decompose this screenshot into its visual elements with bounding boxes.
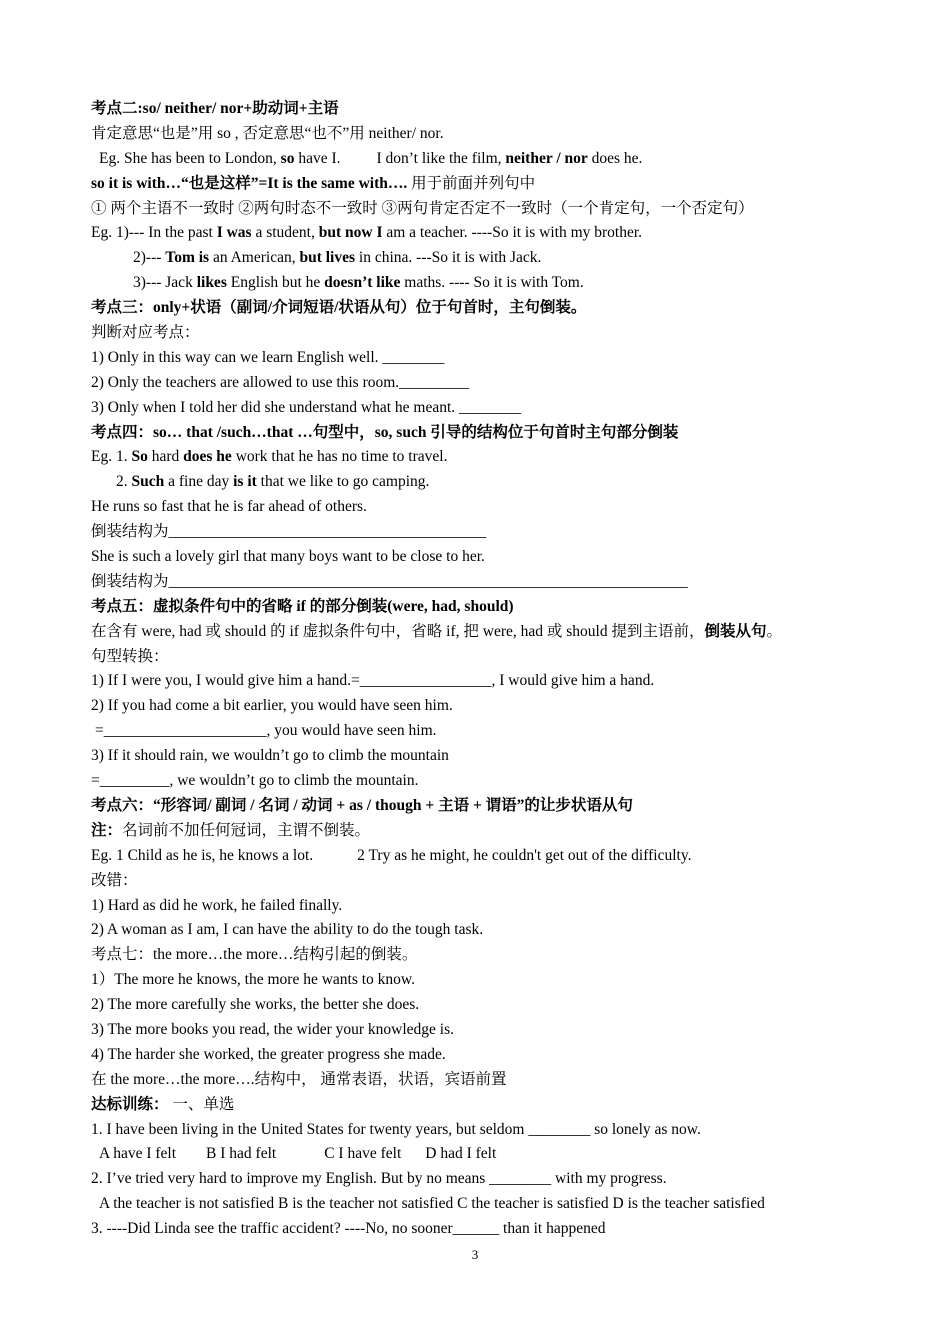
text-run: does he. xyxy=(587,149,643,167)
text-line xyxy=(91,520,891,545)
text-line xyxy=(91,794,891,819)
text-line xyxy=(91,570,891,595)
text-line xyxy=(91,719,891,744)
text-run: that we like to go camping. xyxy=(256,473,430,491)
text-run: 2. xyxy=(116,473,132,491)
text-run: ① 两个主语不一致时 ②两句时态不一致时 ③两句肯定否定不一致时（一个肯定句，一个否定句） xyxy=(91,199,754,217)
text-run: 2) A woman as I am, I can have the ability to do the tough task. xyxy=(91,921,484,939)
text-line xyxy=(91,545,891,570)
text-line xyxy=(91,769,891,794)
text-run: D had I felt xyxy=(425,1145,497,1163)
text-line xyxy=(91,346,891,371)
text-run: He runs so fast that he is far ahead of others. xyxy=(91,498,367,516)
text-run: 3. ----Did Linda see the traffic accident? ----No, no sooner______ than it happened xyxy=(91,1220,606,1238)
text-line xyxy=(91,470,891,495)
text-run: a student, xyxy=(251,224,319,242)
text-line xyxy=(91,1192,891,1217)
text-run: Eg. She has been to London, xyxy=(99,149,281,167)
text-run: hard xyxy=(147,448,184,466)
text-run: 2) Only the teachers are allowed to use this room._________ xyxy=(91,373,469,391)
text-run: =_____________________, you would have seen him. xyxy=(95,722,437,740)
bold-text-run: but lives xyxy=(299,249,356,267)
text-run: 2 Try as he might, he couldn't get out of the difficulty. xyxy=(357,846,692,864)
document-body xyxy=(91,97,891,1242)
text-run: have I. xyxy=(294,149,341,167)
text-run: 在 the more…the more….结构中， 通常表语，状语，宾语前置 xyxy=(91,1070,507,1088)
text-run: A the teacher is not satisfied B is the teacher not satisfied C the teacher is satisfied D is the teacher satisfied xyxy=(99,1195,765,1213)
text-run: 用于前面并列句中 xyxy=(407,174,536,192)
text-run: 名词前不加任何冠词，主谓不倒装。 xyxy=(122,821,371,839)
bold-text-run: 倒装从句 xyxy=(704,622,767,640)
text-line xyxy=(91,694,891,719)
text-run: She is such a lovely girl that many boys want to be close to her. xyxy=(91,548,485,566)
text-line xyxy=(91,894,891,919)
text-line xyxy=(91,1043,891,1068)
bold-text-run: 注： xyxy=(91,821,123,839)
text-line xyxy=(91,97,891,122)
text-run: 倒装结构为___________________________________________________________________ xyxy=(91,572,688,590)
text-run: 2) The more carefully she works, the better she does. xyxy=(91,996,420,1014)
text-run: 考点七：the more…the more…结构引起的倒装。 xyxy=(91,946,418,964)
bold-text-run: so it is with…“也是这样”=It is the same with…. xyxy=(91,174,408,192)
text-line xyxy=(91,819,891,844)
text-line xyxy=(91,620,891,645)
text-line xyxy=(91,1142,891,1167)
bold-text-run: 考点四：so… that /such…that …句型中，so, such 引导的结构位于句首时主句部分倒装 xyxy=(91,423,679,441)
text-run: 3) Only when I told her did she understand what he meant. ________ xyxy=(91,398,522,416)
text-line xyxy=(91,296,891,321)
text-run: 1. I have been living in the United States for twenty years, but seldom ________ so lonely as now. xyxy=(91,1120,701,1138)
text-line xyxy=(91,421,891,446)
text-run: 肯定意思“也是”用 so , 否定意思“也不”用 neither/ nor. xyxy=(91,124,444,142)
text-run: 2. I’ve tried very hard to improve my English. But by no means ________ with my progress. xyxy=(91,1170,667,1188)
text-line xyxy=(91,918,891,943)
text-line xyxy=(91,1217,891,1242)
bold-text-run: 考点三：only+状语（副词/介词短语/状语从句）位于句首时，主句倒装。 xyxy=(91,299,587,317)
text-run: 3)--- Jack xyxy=(133,274,197,292)
text-run: B I had felt xyxy=(206,1145,277,1163)
text-run: 倒装结构为_________________________________________ xyxy=(91,523,487,541)
text-run: work that he has no time to travel. xyxy=(231,448,448,466)
text-line xyxy=(91,595,891,620)
text-line xyxy=(91,495,891,520)
text-run: 4) The harder she worked, the greater progress she made. xyxy=(91,1045,446,1063)
text-run: am a teacher. ----So it is with my brother. xyxy=(382,224,643,242)
text-line xyxy=(91,172,891,197)
bold-text-run: 考点五：虚拟条件句中的省略 if 的部分倒装(were, had, should) xyxy=(91,597,514,615)
bold-text-run: but now I xyxy=(318,224,383,242)
text-line xyxy=(91,669,891,694)
bold-text-run: so xyxy=(280,149,295,167)
text-run: in china. ---So it is with Jack. xyxy=(355,249,542,267)
text-run: I don’t like the film, xyxy=(376,149,506,167)
text-run: 2) If you had come a bit earlier, you would have seen him. xyxy=(91,697,453,715)
text-run: 改错： xyxy=(91,871,138,889)
text-line xyxy=(91,246,891,271)
text-line xyxy=(91,122,891,147)
text-run: 3) If it should rain, we wouldn’t go to climb the mountain xyxy=(91,747,449,765)
bold-text-run: 达标训练： xyxy=(91,1095,169,1113)
text-line xyxy=(91,221,891,246)
text-line xyxy=(91,1093,891,1118)
text-run: 1) If I were you, I would give him a hand.=_________________, I would give him a hand. xyxy=(91,672,655,690)
text-run: 在含有 were, had 或 should 的 if 虚拟条件句中，省略 if, 把 were, had 或 should 提到主语前， xyxy=(91,622,705,640)
text-line xyxy=(91,371,891,396)
text-run: 2)--- xyxy=(133,249,166,267)
page-number: 3 xyxy=(471,1247,479,1262)
text-run: a fine day xyxy=(164,473,234,491)
text-line xyxy=(91,197,891,222)
text-line xyxy=(91,1018,891,1043)
text-line xyxy=(91,147,891,172)
text-line xyxy=(91,1118,891,1143)
bold-text-run: I was xyxy=(216,224,252,242)
text-run: A have I felt xyxy=(99,1145,177,1163)
bold-text-run: 考点二:so/ neither/ nor+助动词+主语 xyxy=(91,100,339,117)
text-line xyxy=(91,445,891,470)
text-run: 1）The more he knows, the more he wants to know. xyxy=(91,971,415,989)
text-run: Eg. 1)--- In the past xyxy=(91,224,217,242)
bold-text-run: doesn’t like xyxy=(324,274,401,292)
bold-text-run: Such xyxy=(131,473,165,491)
text-run: 。 xyxy=(766,622,783,640)
bold-text-run: Tom is xyxy=(165,249,210,267)
bold-text-run: likes xyxy=(196,274,227,292)
bold-text-run: does he xyxy=(183,448,232,466)
text-run: C I have felt xyxy=(324,1145,402,1163)
text-run: 一、单选 xyxy=(168,1095,235,1113)
text-line xyxy=(91,844,891,869)
text-line xyxy=(91,321,891,346)
text-line xyxy=(91,869,891,894)
text-run: =_________, we wouldn’t go to climb the mountain. xyxy=(91,772,419,790)
text-run: an American, xyxy=(209,249,300,267)
text-line xyxy=(91,1068,891,1093)
text-line xyxy=(91,645,891,670)
text-run: Eg. 1 Child as he is, he knows a lot. xyxy=(91,846,314,864)
text-run: 判断对应考点： xyxy=(91,324,200,342)
text-line xyxy=(91,396,891,421)
text-run: Eg. 1. xyxy=(91,448,132,466)
text-run: English but he xyxy=(226,274,325,292)
bold-text-run: is it xyxy=(233,473,257,491)
text-run: 句型转换： xyxy=(91,647,169,665)
text-line xyxy=(91,943,891,968)
bold-text-run: neither / nor xyxy=(505,149,588,167)
text-line xyxy=(91,1167,891,1192)
text-line xyxy=(91,271,891,296)
bold-text-run: 考点六：“形容词/ 副词 / 名词 / 动词 + as / though + 主语 + 谓语”的让步状语从句 xyxy=(91,796,633,814)
text-line xyxy=(91,993,891,1018)
text-run: 3) The more books you read, the wider your knowledge is. xyxy=(91,1020,455,1038)
text-run: 1) Only in this way can we learn English well. ________ xyxy=(91,348,445,366)
text-run: maths. ---- So it is with Tom. xyxy=(400,274,584,292)
text-line xyxy=(91,744,891,769)
text-line xyxy=(91,968,891,993)
bold-text-run: So xyxy=(131,448,148,466)
text-run: 1) Hard as did he work, he failed finally. xyxy=(91,896,343,914)
